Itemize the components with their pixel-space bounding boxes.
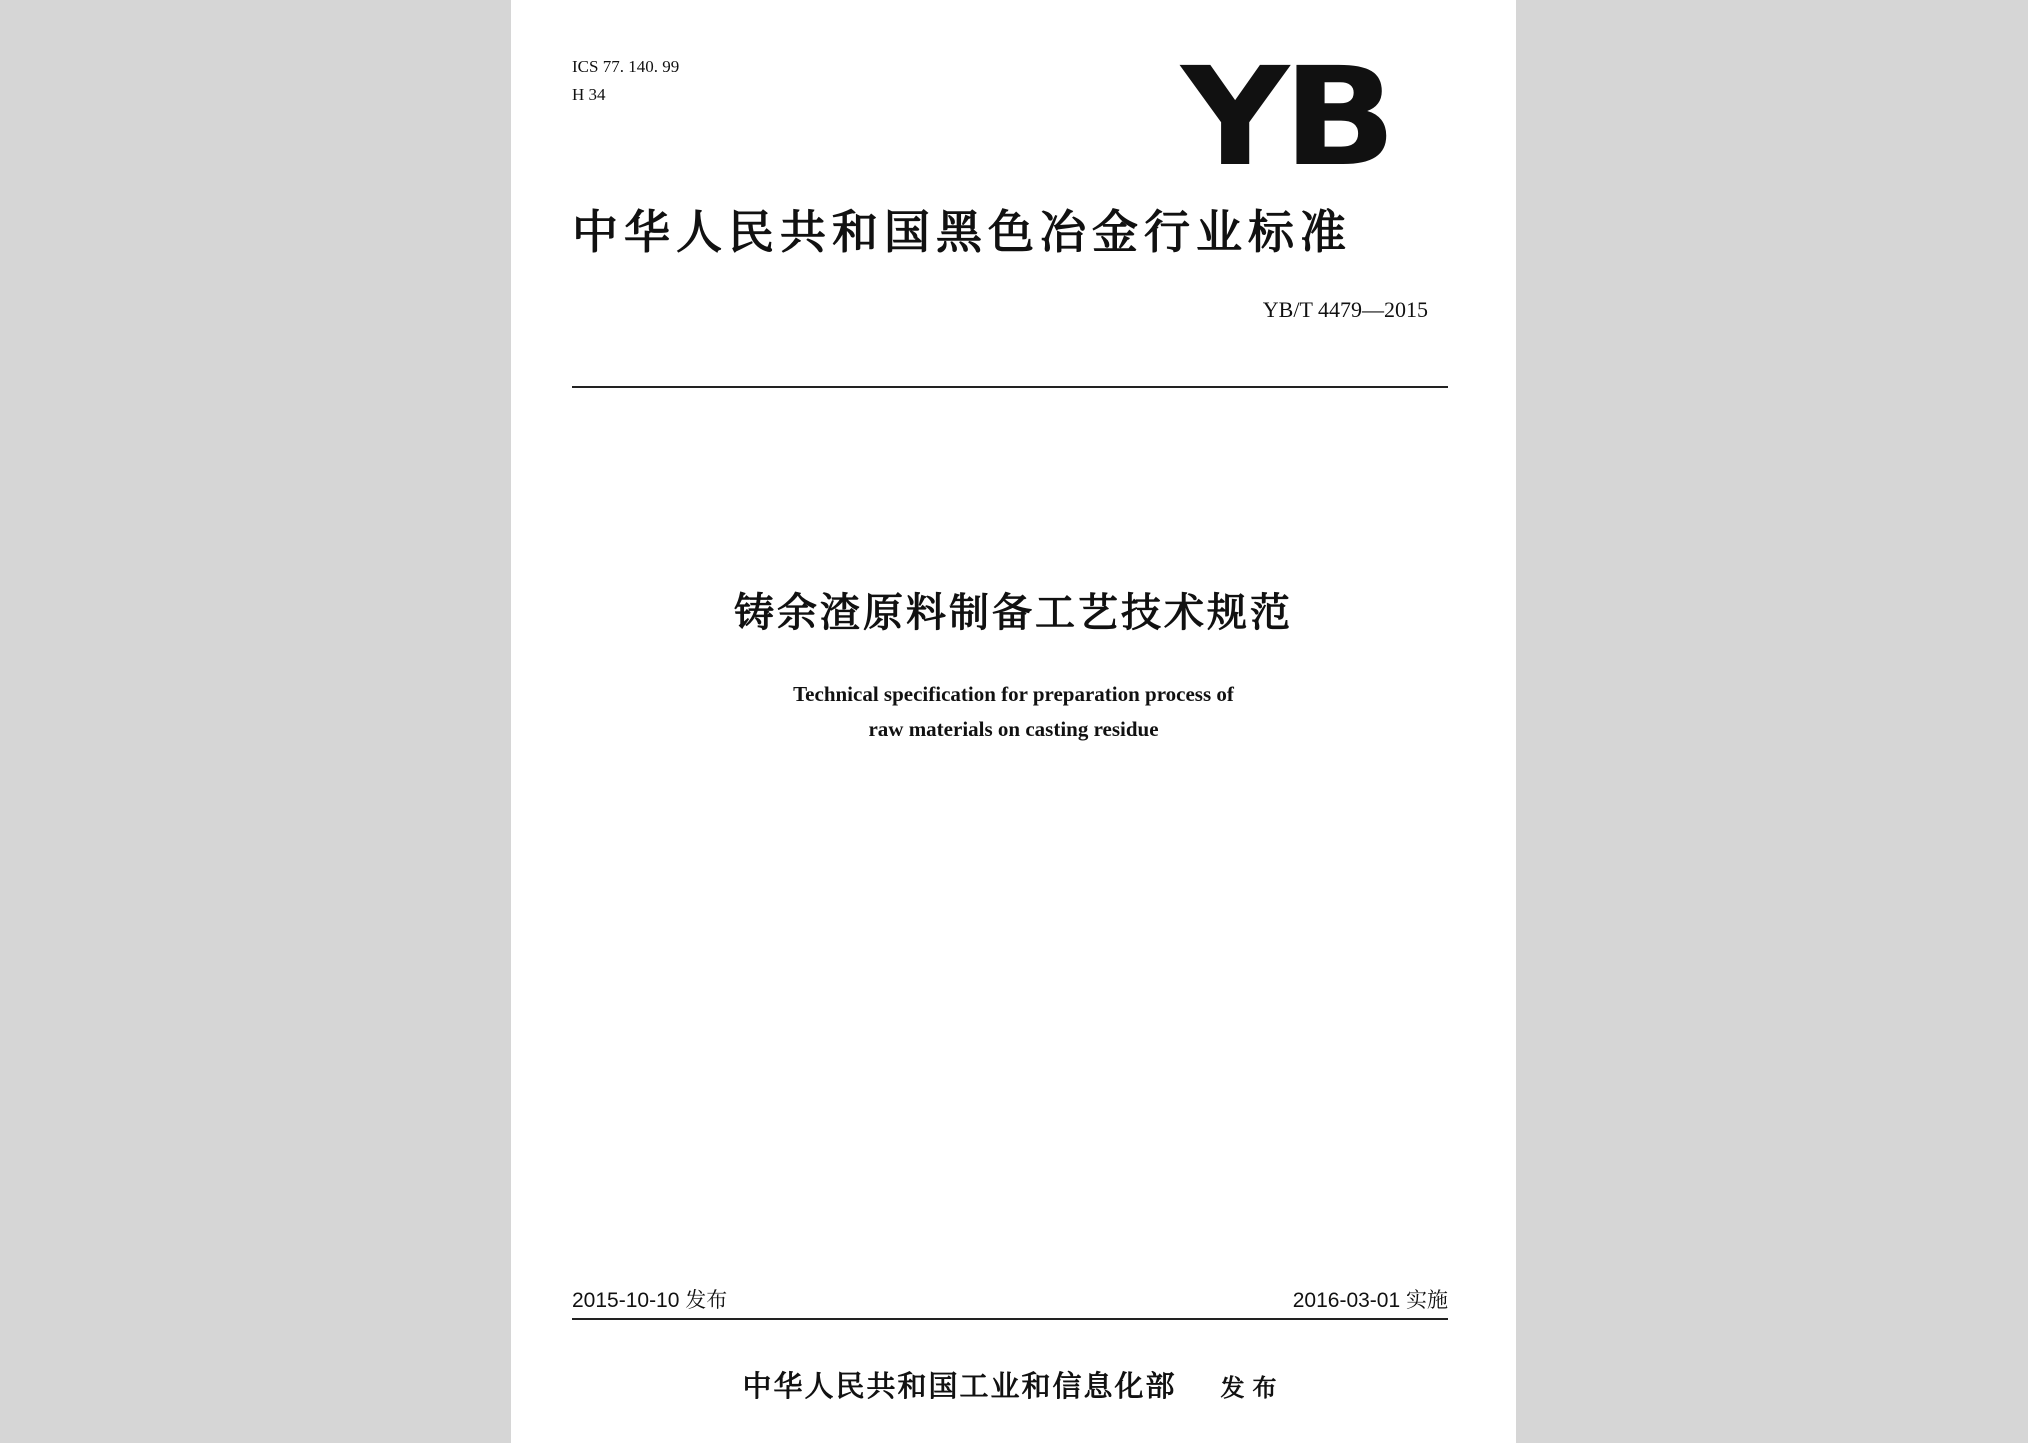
- document-title-chinese: 铸余渣原料制备工艺技术规范: [734, 590, 1293, 636]
- header-divider: [572, 386, 1448, 388]
- footer-divider: [572, 1318, 1448, 1320]
- document-title-english: [511, 677, 1516, 747]
- standard-category-title: 中华人民共和国黑色冶金行业标准: [572, 205, 1352, 259]
- yb-logo: YB: [1181, 39, 1391, 197]
- publisher-line: [511, 1366, 1516, 1411]
- classification-codes: [572, 53, 679, 109]
- issue-date: 2015-10-10 发布: [572, 1289, 728, 1312]
- ics-code: ICS 77. 140. 99: [572, 57, 680, 76]
- english-title-line-2: raw materials on casting residue: [868, 717, 1159, 741]
- implementation-date: 2016-03-01 实施: [1292, 1289, 1448, 1312]
- document-cover-page: [511, 0, 1516, 1443]
- ccs-code: H 34: [572, 85, 606, 104]
- publisher-name: 中华人民共和国工业和信息化部: [742, 1369, 1177, 1403]
- standard-number: YB/T 4479—2015: [1262, 297, 1428, 322]
- english-title-line-1: Technical specification for preparation process of: [793, 682, 1234, 706]
- publish-action: 发布: [1220, 1374, 1285, 1402]
